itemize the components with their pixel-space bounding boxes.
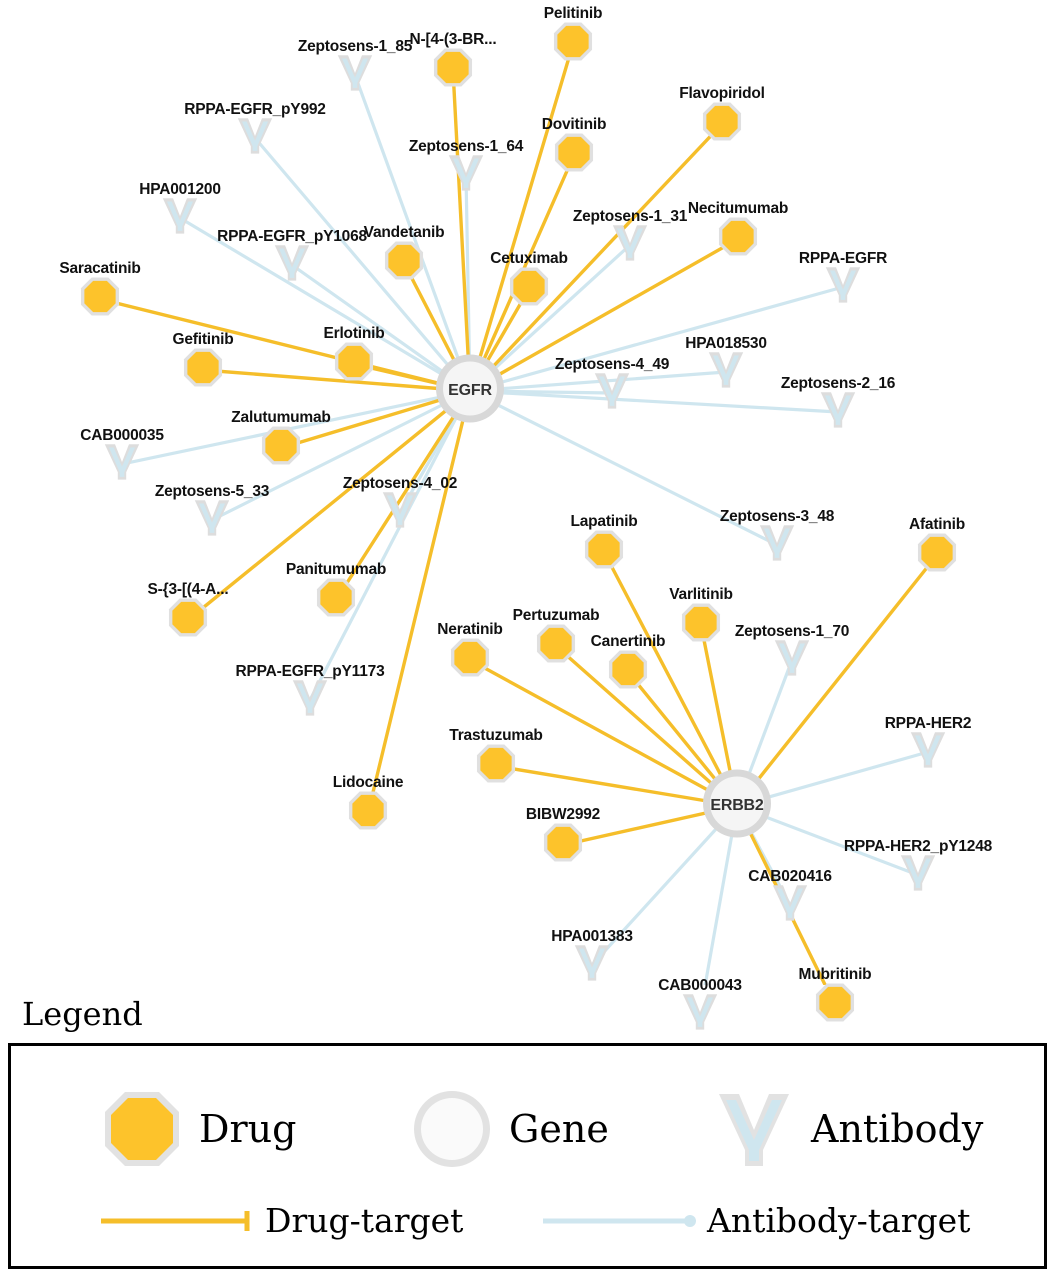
- antibody-node[interactable]: [446, 153, 486, 198]
- legend-box: [8, 1043, 1047, 1269]
- antibody-icon: [272, 243, 312, 283]
- drug-node[interactable]: [347, 790, 389, 837]
- drug-node[interactable]: [383, 240, 425, 287]
- drug-icon: [167, 597, 209, 639]
- drug-node[interactable]: [333, 341, 375, 388]
- legend-label-gene: Gene: [509, 1107, 609, 1151]
- antibody-icon: [592, 371, 632, 411]
- node-label: Necitumumab: [687, 200, 789, 217]
- drug-node[interactable]: [680, 602, 722, 649]
- node-label: HPA018530: [685, 335, 767, 352]
- node-label: RPPA-HER2: [884, 715, 972, 732]
- drug-node[interactable]: [542, 822, 584, 869]
- gene-icon: [409, 1086, 495, 1172]
- node-label: RPPA-EGFR_pY1068: [217, 228, 367, 245]
- antibody-icon: [711, 1086, 797, 1172]
- drug-node[interactable]: [552, 21, 594, 68]
- drug-node[interactable]: [701, 101, 743, 148]
- legend-item-drug-target: [99, 1201, 463, 1240]
- node-label: RPPA-HER2_pY1248: [843, 838, 993, 855]
- drug-icon: [432, 47, 474, 89]
- legend-item-gene: [409, 1086, 609, 1172]
- antibody-node[interactable]: [757, 523, 797, 568]
- node-label: Dovitinib: [541, 116, 607, 133]
- antibody-icon: [823, 265, 863, 305]
- node-label: Gefitinib: [172, 331, 234, 348]
- drug-node[interactable]: [167, 597, 209, 644]
- drug-icon: [475, 743, 517, 785]
- antibody-node[interactable]: [335, 53, 375, 98]
- drug-icon: [182, 347, 224, 389]
- node-label: Afatinib: [908, 516, 966, 533]
- antibody-icon: [898, 853, 938, 893]
- legend-label-drug-target: Drug-target: [265, 1201, 464, 1240]
- drug-node[interactable]: [583, 529, 625, 576]
- node-label: Zalutumumab: [231, 409, 331, 426]
- antibody-node[interactable]: [272, 243, 312, 288]
- drug-icon: [383, 240, 425, 282]
- antibody-icon: [572, 943, 612, 983]
- antibody-node[interactable]: [908, 730, 948, 775]
- drug-node[interactable]: [315, 577, 357, 624]
- drug-node[interactable]: [432, 47, 474, 94]
- drug-node[interactable]: [916, 532, 958, 579]
- antibody-icon: [680, 992, 720, 1032]
- antibody-icon: [380, 490, 420, 530]
- antibody-icon: [818, 390, 858, 430]
- antibody-node[interactable]: [290, 678, 330, 723]
- node-label: Cetuximab: [490, 250, 568, 267]
- node-label: CAB000035: [80, 427, 164, 444]
- antibody-icon: [772, 638, 812, 678]
- drug-node[interactable]: [607, 649, 649, 696]
- node-label: Flavopiridol: [679, 85, 765, 102]
- drug-icon: [542, 822, 584, 864]
- node-label: Varlitinib: [669, 586, 733, 603]
- node-label: CAB020416: [748, 868, 832, 885]
- drug-icon: [717, 216, 759, 258]
- antibody-icon: [102, 442, 142, 482]
- legend-item-drug: [99, 1086, 296, 1172]
- antibody-node[interactable]: [235, 116, 275, 161]
- node-label: EGFR: [448, 382, 492, 399]
- node-label: BIBW2992: [525, 806, 601, 823]
- node-label: N-[4-(3-BR...: [409, 31, 497, 48]
- legend-label-drug: Drug: [199, 1107, 297, 1151]
- antibody-target-edge-icon: [541, 1208, 699, 1234]
- node-label: CAB000043: [658, 977, 742, 994]
- drug-icon: [508, 266, 550, 308]
- drug-icon: [315, 577, 357, 619]
- antibody-node[interactable]: [770, 883, 810, 928]
- antibody-node[interactable]: [102, 442, 142, 487]
- drug-icon: [449, 637, 491, 679]
- drug-node[interactable]: [535, 623, 577, 670]
- node-label: HPA001383: [551, 928, 633, 945]
- legend-label-antibody: Antibody: [811, 1107, 984, 1151]
- antibody-node[interactable]: [380, 490, 420, 535]
- drug-node[interactable]: [475, 743, 517, 790]
- node-label: Pelitinib: [543, 5, 603, 22]
- drug-icon: [680, 602, 722, 644]
- legend-title: Legend: [22, 995, 143, 1033]
- node-label: Canertinib: [590, 633, 666, 650]
- drug-icon: [583, 529, 625, 571]
- node-label: Trastuzumab: [449, 727, 543, 744]
- drug-node[interactable]: [814, 982, 856, 1029]
- antibody-node[interactable]: [706, 350, 746, 395]
- node-label: Erlotinib: [323, 325, 385, 342]
- node-label: ERBB2: [710, 797, 764, 814]
- node-label: Mubritinib: [798, 966, 872, 983]
- node-label: RPPA-EGFR_pY1173: [235, 663, 385, 680]
- drug-icon: [535, 623, 577, 665]
- drug-icon: [553, 132, 595, 174]
- antibody-icon: [770, 883, 810, 923]
- antibody-icon: [908, 730, 948, 770]
- drug-icon: [814, 982, 856, 1024]
- antibody-node[interactable]: [680, 992, 720, 1037]
- antibody-node[interactable]: [823, 265, 863, 310]
- antibody-icon: [290, 678, 330, 718]
- node-label: Zeptosens-5_33: [154, 483, 270, 500]
- node-label: RPPA-EGFR: [798, 250, 888, 267]
- antibody-icon: [757, 523, 797, 563]
- node-label: Vandetanib: [363, 224, 445, 241]
- node-label: Neratinib: [437, 621, 503, 638]
- antibody-icon: [610, 223, 650, 263]
- antibody-node[interactable]: [160, 196, 200, 241]
- drug-icon: [99, 1086, 185, 1172]
- node-label: Zeptosens-1_31: [572, 208, 688, 225]
- drug-node[interactable]: [79, 276, 121, 323]
- node-label: Panitumumab: [285, 561, 387, 578]
- antibody-node[interactable]: [772, 638, 812, 683]
- node-label: Zeptosens-1_70: [734, 623, 850, 640]
- node-label: Zeptosens-4_02: [342, 475, 458, 492]
- drug-icon: [79, 276, 121, 318]
- node-label: HPA001200: [139, 181, 221, 198]
- drug-icon: [260, 425, 302, 467]
- legend-item-antibody-target: [541, 1201, 970, 1240]
- drug-icon: [552, 21, 594, 63]
- drug-node[interactable]: [182, 347, 224, 394]
- drug-node[interactable]: [553, 132, 595, 179]
- antibody-node[interactable]: [572, 943, 612, 988]
- drug-icon: [333, 341, 375, 383]
- antibody-icon: [160, 196, 200, 236]
- legend-item-antibody: [711, 1086, 983, 1172]
- drug-icon: [916, 532, 958, 574]
- node-label: S-{3-[(4-A...: [147, 581, 229, 598]
- antibody-icon: [706, 350, 746, 390]
- node-label: Lidocaine: [332, 774, 404, 791]
- drug-node[interactable]: [508, 266, 550, 313]
- node-label: Saracatinib: [59, 260, 141, 277]
- node-label: Pertuzumab: [512, 607, 600, 624]
- node-label: Zeptosens-3_48: [719, 508, 835, 525]
- antibody-node[interactable]: [898, 853, 938, 898]
- node-label: RPPA-EGFR_pY992: [184, 101, 326, 118]
- drug-target-edge-icon: [99, 1208, 257, 1234]
- node-label: Zeptosens-1_85: [297, 38, 413, 55]
- antibody-node[interactable]: [192, 498, 232, 543]
- drug-node[interactable]: [260, 425, 302, 472]
- antibody-icon: [235, 116, 275, 156]
- antibody-icon: [446, 153, 486, 193]
- antibody-node[interactable]: [818, 390, 858, 435]
- network-edge: [368, 391, 470, 813]
- node-label: Zeptosens-2_16: [780, 375, 896, 392]
- antibody-node[interactable]: [592, 371, 632, 416]
- antibody-icon: [335, 53, 375, 93]
- drug-node[interactable]: [717, 216, 759, 263]
- antibody-icon: [192, 498, 232, 538]
- drug-icon: [701, 101, 743, 143]
- network-edge: [310, 391, 470, 700]
- node-label: Lapatinib: [570, 513, 638, 530]
- antibody-node[interactable]: [610, 223, 650, 268]
- drug-icon: [347, 790, 389, 832]
- drug-icon: [607, 649, 649, 691]
- legend-label-antibody-target: Antibody-target: [707, 1201, 971, 1240]
- node-label: Zeptosens-4_49: [554, 356, 670, 373]
- network-edge: [470, 44, 573, 391]
- drug-node[interactable]: [449, 637, 491, 684]
- node-label: Zeptosens-1_64: [408, 138, 524, 155]
- network-edge: [470, 391, 838, 412]
